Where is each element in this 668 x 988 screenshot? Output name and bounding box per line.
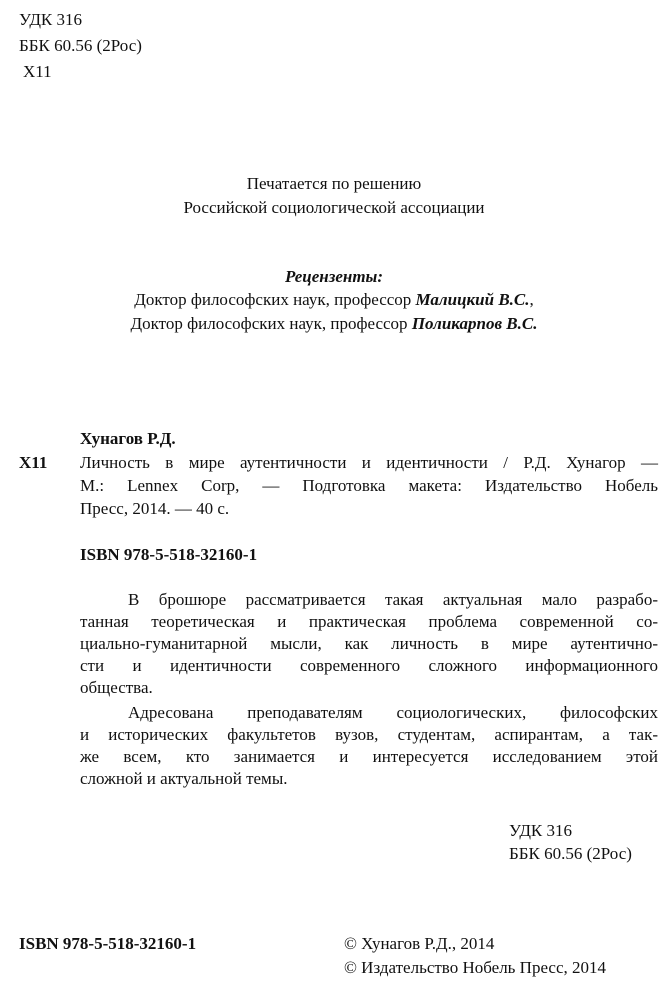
bbk-code-top: ББК 60.56 (2Рос) [19, 36, 142, 55]
copyright-author: © Хунагов Р.Д., 2014 [344, 934, 495, 953]
reviewer-2-title: Доктор философских наук, профессор [130, 314, 408, 333]
reviewer-1-title: Доктор философских наук, профессор [134, 290, 412, 309]
copyright-publisher: © Издательство Нобель Пресс, 2014 [344, 958, 607, 977]
abstract-p2-line-3: же всем, кто занимается и интересуется исследованием этой [80, 747, 658, 766]
approval-line-2: Российской социологической ассоциации [183, 198, 485, 217]
catalog-author: Хунагов Р.Д. [80, 429, 176, 448]
abstract-p1-line-4: сти и идентичности современного сложного информационного [80, 656, 658, 675]
abstract-p1-line-5: общества. [80, 678, 153, 697]
reviewer-1-name: Малицкий В.С. [415, 290, 530, 309]
reviewers-heading: Рецензенты: [284, 267, 384, 286]
bbk-code-bottom: ББК 60.56 (2Рос) [509, 844, 632, 863]
reviewer-2-name: Поликарпов В.С. [411, 314, 538, 333]
abstract-p2-line-4: сложной и актуальной темы. [80, 769, 288, 788]
reviewer-1-suffix: , [529, 290, 534, 309]
udk-code-top: УДК 316 [19, 10, 83, 29]
catalog-entry-line-2: М.: Lennex Corp, — Подготовка макета: Издательство Нобель [80, 476, 658, 495]
abstract-paragraph-1 [80, 589, 658, 699]
reviewer-2 [0, 313, 668, 335]
catalog-entry-line-3: Пресс, 2014. — 40 с. [80, 499, 230, 518]
catalog-isbn: ISBN 978-5-518-32160-1 [80, 545, 258, 564]
abstract-paragraph-2 [80, 702, 658, 790]
udk-code-bottom: УДК 316 [509, 821, 573, 840]
approval-line-1: Печатается по решению [246, 174, 422, 193]
catalog-mark: Х11 [19, 453, 48, 472]
author-mark-top: Х11 [23, 62, 52, 81]
catalog-entry-line-1: Личность в мире аутентичности и идентичности / Р.Д. Хунагор — [80, 453, 658, 472]
abstract-p1-line-2: танная теоретическая и практическая проблема современной со- [80, 612, 658, 631]
reviewer-1 [0, 289, 668, 311]
footer-isbn: ISBN 978-5-518-32160-1 [19, 934, 197, 953]
abstract-p1-line-1: В брошюре рассматривается такая актуальная мало разрабо- [128, 590, 658, 609]
abstract-p1-line-3: циально-гуманитарной мысли, как личность в мире аутентично- [80, 634, 658, 653]
abstract-p2-line-1: Адресована преподавателям социологических, философских [128, 703, 658, 722]
abstract-p2-line-2: и исторических факультетов вузов, студентам, аспирантам, а так- [80, 725, 658, 744]
